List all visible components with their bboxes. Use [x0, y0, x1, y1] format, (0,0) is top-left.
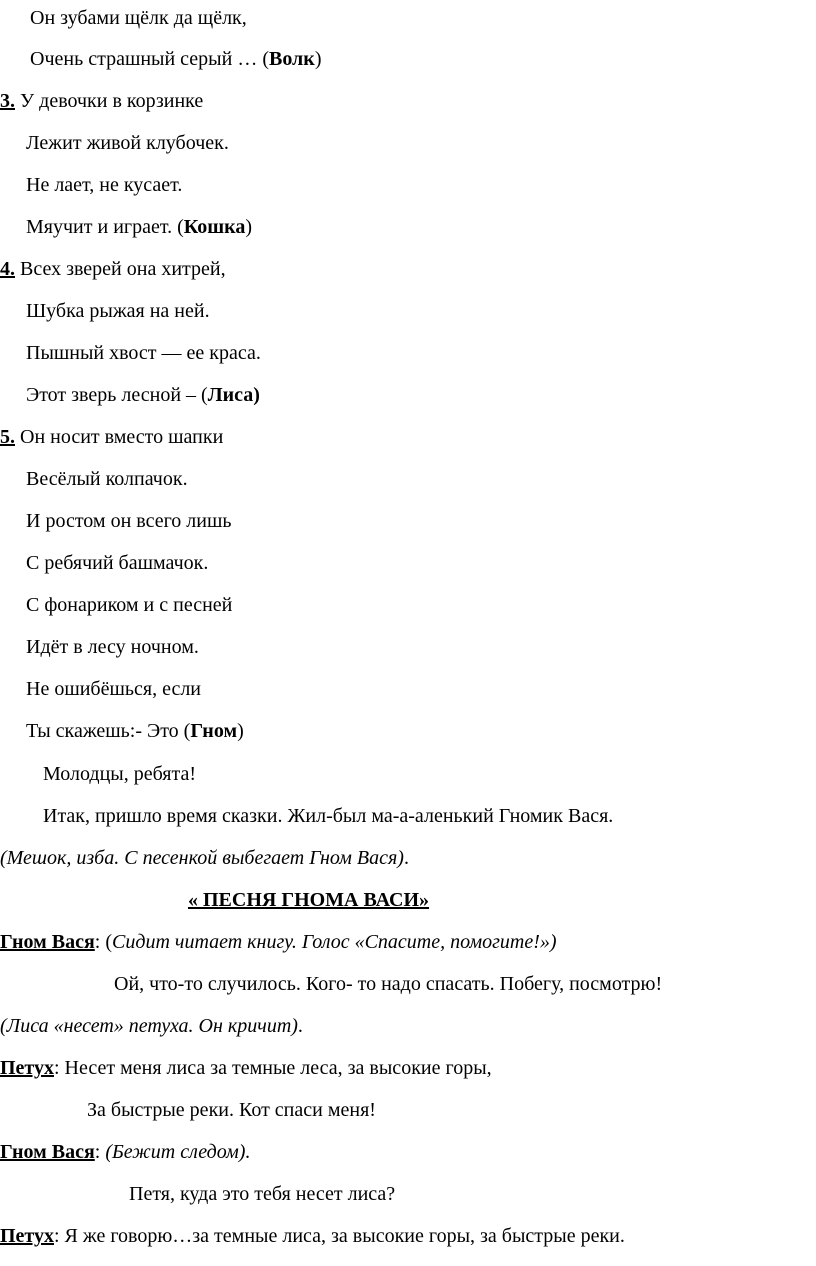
stage-direction: Сидит читает книгу. Голос «Спасите, помогите!») — [112, 931, 557, 953]
dialogue-rooster-1-cont — [87, 1098, 376, 1122]
text: Пышный хвост — ее краса. — [26, 342, 261, 364]
text: : Несет меня лиса за темные леса, за высокие горы, — [54, 1057, 492, 1079]
riddle-5-line-4 — [26, 551, 208, 575]
riddle-2-line-2 — [30, 47, 321, 71]
text: Весёлый колпачок. — [26, 468, 188, 490]
text: : — [94, 1141, 106, 1163]
stage-direction-1 — [0, 846, 409, 870]
text: Идёт в лесу ночном. — [26, 636, 199, 658]
riddle-answer: Гном — [190, 720, 238, 742]
riddle-4-line-1 — [0, 257, 226, 281]
riddle-answer: Лиса) — [207, 384, 260, 406]
riddle-4-line-4 — [26, 383, 260, 407]
riddle-5-line-1 — [0, 425, 223, 449]
riddle-4-line-2 — [26, 299, 210, 323]
dialogue-gnome-2-speech — [129, 1182, 395, 1206]
text: Очень страшный серый … ( — [30, 48, 269, 70]
text: ) — [314, 48, 322, 70]
riddle-number: 5. — [0, 426, 15, 448]
text: Лежит живой клубочек. — [26, 132, 229, 154]
dialogue-gnome-1-speech — [114, 972, 662, 996]
text: Не лает, не кусает. — [26, 174, 183, 196]
text: Петя, куда это тебя несет лиса? — [129, 1183, 396, 1205]
text: (Мешок, изба. С песенкой выбегает Гном Вася) — [0, 847, 404, 869]
text: Ой, что-то случилось. Кого- то надо спасать. Побегу, посмотрю! — [114, 973, 663, 995]
text: Мяучит и играет. ( — [26, 216, 184, 238]
riddle-5-line-2 — [26, 467, 188, 491]
text: Он носит вместо шапки — [15, 426, 224, 448]
text: ) — [245, 216, 253, 238]
dialogue-gnome-1 — [0, 930, 557, 954]
text: С фонариком и с песней — [26, 594, 233, 616]
text: Не ошибёшься, если — [26, 678, 202, 700]
riddle-5-line-8 — [26, 719, 244, 743]
riddle-2-line-1 — [30, 6, 247, 30]
speaker-name: Гном Вася — [0, 1141, 95, 1163]
riddle-3-line-2 — [26, 131, 229, 155]
riddle-5-line-3 — [26, 509, 232, 533]
riddle-3-line-1 — [0, 89, 203, 113]
speaker-name: Гном Вася — [0, 931, 95, 953]
song-title — [188, 888, 429, 912]
text: Он зубами щёлк да щёлк, — [30, 7, 247, 29]
text: Итак, пришло время сказки. Жил-был ма-а-аленький Гномик Вася. — [43, 805, 614, 827]
text: . — [403, 847, 409, 869]
text: Этот зверь лесной – ( — [26, 384, 208, 406]
text: « ПЕСНЯ ГНОМА ВАСИ» — [188, 889, 430, 911]
text: . — [297, 1015, 303, 1037]
stage-direction-2 — [0, 1014, 303, 1038]
text: : Я же говорю…за темные лиса, за высокие горы, за быстрые реки. — [54, 1225, 625, 1247]
riddle-3-line-3 — [26, 173, 182, 197]
riddle-number: 3. — [0, 90, 15, 112]
riddle-5-line-6 — [26, 635, 199, 659]
speaker-name: Петух — [0, 1225, 54, 1247]
narration-line-1 — [43, 762, 196, 786]
text: Ты скажешь:- Это ( — [26, 720, 191, 742]
text: За быстрые реки. Кот спаси меня! — [87, 1099, 376, 1121]
dialogue-gnome-2 — [0, 1140, 250, 1164]
speaker-name: Петух — [0, 1057, 54, 1079]
riddle-5-line-5 — [26, 593, 232, 617]
text: ) — [237, 720, 244, 742]
dialogue-rooster-2 — [0, 1224, 625, 1248]
text: (Лиса «несет» петуха. Он кричит) — [0, 1015, 298, 1037]
riddle-4-line-3 — [26, 341, 261, 365]
stage-direction: (Бежит следом). — [105, 1141, 251, 1163]
text: ( — [100, 931, 112, 953]
text: С ребячий башмачок. — [26, 552, 209, 574]
text: Молодцы, ребята! — [43, 763, 197, 785]
riddle-answer: Кошка — [183, 216, 246, 238]
riddle-3-line-4 — [26, 215, 252, 239]
text: И ростом он всего лишь — [26, 510, 232, 532]
narration-line-2 — [43, 804, 613, 828]
text: : — [94, 931, 101, 953]
riddle-answer: Волк — [268, 48, 315, 70]
text: Всех зверей она хитрей, — [15, 258, 226, 280]
text: Шубка рыжая на ней. — [26, 300, 210, 322]
text: У девочки в корзинке — [15, 90, 204, 112]
riddle-5-line-7 — [26, 677, 201, 701]
riddle-number: 4. — [0, 258, 15, 280]
dialogue-rooster-1 — [0, 1056, 492, 1080]
